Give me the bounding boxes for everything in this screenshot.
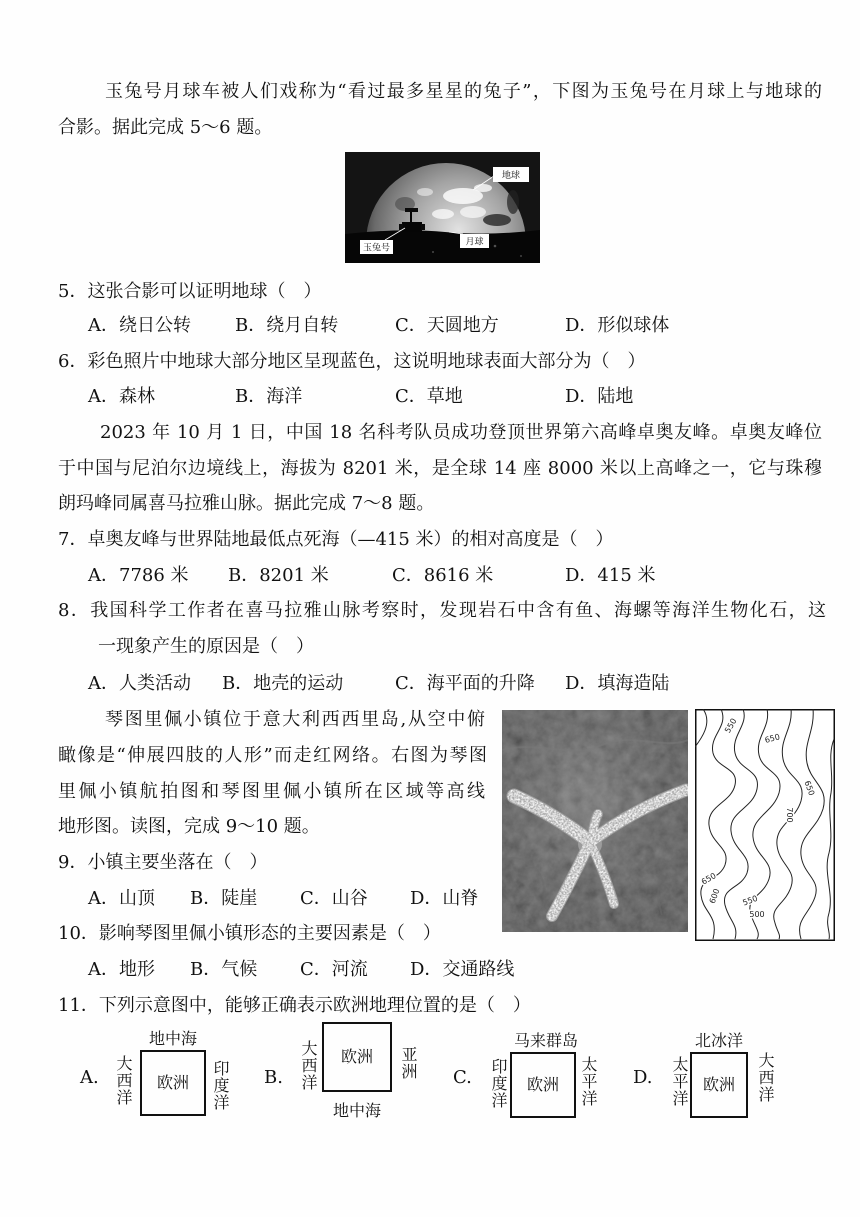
q9-stem: 9．小镇主要坐落在（ ） xyxy=(58,852,268,873)
q8-option-b: B．地壳的运动 xyxy=(222,673,344,694)
q5-stem: 5．这张合影可以证明地球（ ） xyxy=(58,281,322,302)
contour-label-600: 600 xyxy=(707,887,722,905)
contour-label-550-bottom: 550 xyxy=(741,893,759,908)
diagram-c-top-label: 马来群岛 xyxy=(513,1031,578,1050)
intro-9-10-line-2: 瞰像是“伸展四肢的人形”而走红网络。右图为琴图 xyxy=(58,745,487,766)
diagram-d-top-label: 北冰洋 xyxy=(694,1031,743,1050)
diagram-b-letter: B. xyxy=(264,1067,283,1088)
diagram-b-europe-box: 欧洲 xyxy=(322,1022,392,1092)
town-aerial-photo xyxy=(502,710,688,932)
q8-option-a: A．人类活动 xyxy=(88,673,191,694)
q6-option-b: B．海洋 xyxy=(235,386,303,407)
diagram-c-right-label: 太平洋 xyxy=(579,1056,598,1107)
diagram-c-letter: C. xyxy=(453,1067,472,1088)
diagram-a-europe-box: 欧洲 xyxy=(140,1050,206,1116)
q7-option-c: C．8616 米 xyxy=(392,565,494,586)
diagram-d-left-label: 太平洋 xyxy=(670,1056,689,1107)
yutu-earth-photo xyxy=(345,152,540,263)
q10-option-c: C．河流 xyxy=(300,959,368,980)
q8-stem-line-1: 8．我国科学工作者在喜马拉雅山脉考察时，发现岩石中含有鱼、海螺等海洋生物化石，这 xyxy=(58,600,826,621)
diagram-c-left-label: 印度洋 xyxy=(489,1058,508,1109)
q7-option-d: D．415 米 xyxy=(565,565,656,586)
diagram-a-top-label: 地中海 xyxy=(148,1029,197,1048)
intro-7-8-line-1: 2023 年 10 月 1 日，中国 18 名科考队员成功登顶世界第六高峰卓奥友峰。卓奥友峰位 xyxy=(100,422,822,443)
diagram-d-europe-box: 欧洲 xyxy=(690,1052,748,1118)
q8-option-c: C．海平面的升降 xyxy=(395,673,535,694)
contour-label-650-right: 650 xyxy=(802,779,817,797)
contour-label-650-bottom: 650 xyxy=(699,871,718,887)
diagram-b-right-label: 亚洲 xyxy=(399,1046,418,1080)
contour-label-550-top: 550 xyxy=(723,716,739,735)
q5-option-b: B．绕月自转 xyxy=(235,315,339,336)
intro-9-10-line-1: 琴图里佩小镇位于意大利西西里岛,从空中俯 xyxy=(105,709,485,730)
q6-option-a: A．森林 xyxy=(88,386,155,407)
q7-stem: 7．卓奥友峰与世界陆地最低点死海（—415 米）的相对高度是（ ） xyxy=(58,529,614,550)
diagram-c-europe-box: 欧洲 xyxy=(510,1052,576,1118)
q9-option-a: A．山顶 xyxy=(88,888,155,909)
diagram-b-bottom-label: 地中海 xyxy=(332,1101,381,1120)
contour-map xyxy=(695,709,835,941)
q9-option-c: C．山谷 xyxy=(300,888,368,909)
diagram-a-letter: A. xyxy=(80,1067,99,1088)
q6-option-d: D．陆地 xyxy=(565,386,634,407)
intro-7-8-line-2: 于中国与尼泊尔边境线上，海拔为 8201 米，是全球 14 座 8000 米以上高峰之一，它与珠穆 xyxy=(58,458,822,479)
q9-option-d: D．山脊 xyxy=(410,888,479,909)
moon-label: 月球 xyxy=(465,237,484,248)
q5-option-a: A．绕日公转 xyxy=(88,315,191,336)
q6-stem: 6．彩色照片中地球大部分地区呈现蓝色，这说明地球表面大部分为（ ） xyxy=(58,351,646,372)
contour-label-650-top: 650 xyxy=(763,732,781,745)
q5-option-d: D．形似球体 xyxy=(565,315,670,336)
contour-label-500: 500 xyxy=(749,910,765,919)
diagram-d-letter: D. xyxy=(633,1067,653,1088)
diagram-a-left-label: 大西洋 xyxy=(114,1055,133,1106)
q8-option-d: D．填海造陆 xyxy=(565,673,670,694)
earth-label: 地球 xyxy=(501,171,521,181)
q5-option-c: C．天圆地方 xyxy=(395,315,499,336)
diagram-d-right-label: 大西洋 xyxy=(756,1052,775,1103)
intro-5-6-line-1: 玉兔号月球车被人们戏称为“看过最多星星的兔子”，下图为玉兔号在月球上与地球的 xyxy=(105,81,822,102)
diagram-b-left-label: 大西洋 xyxy=(299,1040,318,1091)
q7-option-a: A．7786 米 xyxy=(88,565,189,586)
intro-5-6-line-2: 合影。据此完成 5～6 题。 xyxy=(58,117,273,138)
q10-option-a: A．地形 xyxy=(88,959,155,980)
q9-option-b: B．陡崖 xyxy=(190,888,258,909)
intro-9-10-line-3: 里佩小镇航拍图和琴图里佩小镇所在区域等高线 xyxy=(58,781,485,802)
q6-option-c: C．草地 xyxy=(395,386,463,407)
rover-label: 玉兔号 xyxy=(362,243,391,254)
q11-stem: 11．下列示意图中，能够正确表示欧洲地理位置的是（ ） xyxy=(58,995,531,1016)
q10-stem: 10．影响琴图里佩小镇形态的主要因素是（ ） xyxy=(58,923,441,944)
q10-option-d: D．交通路线 xyxy=(410,959,515,980)
intro-7-8-line-3: 朗玛峰同属喜马拉雅山脉。据此完成 7～8 题。 xyxy=(58,493,435,514)
diagram-a-right-label: 印度洋 xyxy=(211,1060,230,1111)
contour-label-700: 700 xyxy=(785,807,794,823)
q7-option-b: B．8201 米 xyxy=(228,565,329,586)
q10-option-b: B．气候 xyxy=(190,959,258,980)
q8-stem-line-2: 一现象产生的原因是（ ） xyxy=(98,636,314,657)
intro-9-10-line-4: 地形图。读图，完成 9～10 题。 xyxy=(58,816,320,837)
